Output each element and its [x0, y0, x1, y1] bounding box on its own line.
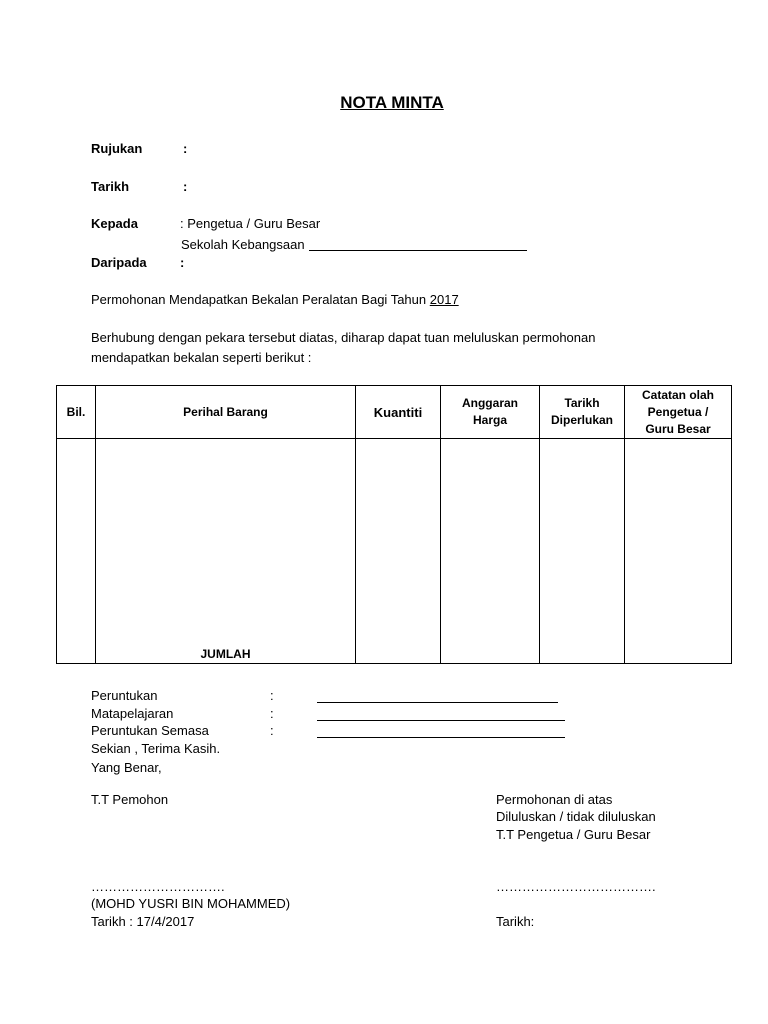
- cell-bil[interactable]: [57, 439, 96, 664]
- table-header-row: [57, 386, 732, 439]
- tarikh-label: Tarikh: [91, 179, 130, 194]
- header-anggaran-line-2: Harga: [472, 413, 507, 427]
- header-tarikh-line-1: Tarikh: [564, 396, 600, 410]
- matapelajaran-blank-line[interactable]: [317, 720, 565, 721]
- header-kuantiti: Kuantiti: [356, 386, 441, 439]
- cell-catatan[interactable]: [625, 439, 732, 664]
- sekolah-label: Sekolah Kebangsaan: [181, 237, 305, 252]
- daripada-label: Daripada: [91, 255, 147, 270]
- sekolah-blank-line: [309, 250, 527, 251]
- subject-line: [91, 292, 459, 307]
- rujukan-colon: :: [183, 141, 188, 156]
- peruntukan-semasa-label: Peruntukan Semasa: [91, 723, 209, 738]
- peruntukan-semasa-colon: :: [270, 723, 274, 738]
- cell-anggaran[interactable]: [441, 439, 540, 664]
- pemohon-signature-dots: ………………………….: [91, 879, 225, 894]
- table-body-row: [57, 439, 732, 664]
- kepada-label: Kepada: [91, 216, 138, 231]
- paragraph-line-1: Berhubung dengan pekara tersebut diatas, diharap dapat tuan meluluskan permohonan: [91, 330, 596, 345]
- pemohon-label: T.T Pemohon: [91, 792, 169, 807]
- approval-signature-dots: ……………………………….: [496, 879, 656, 894]
- peruntukan-semasa-blank-line[interactable]: [317, 737, 565, 738]
- header-catatan-line-3: Guru Besar: [645, 421, 711, 436]
- daripada-colon: :: [180, 255, 185, 270]
- paragraph-line-2: mendapatkan bekalan seperti berikut :: [91, 350, 312, 365]
- header-anggaran-harga: [441, 386, 540, 439]
- cell-kuantiti[interactable]: [356, 439, 441, 664]
- tarikh-colon: :: [183, 179, 188, 194]
- header-catatan-line-2: Pengetua /: [647, 404, 709, 419]
- closing-sekian: Sekian , Terima Kasih.: [91, 741, 221, 756]
- header-tarikh-diperlukan: [540, 386, 625, 439]
- approval-line-1: Permohonan di atas: [496, 792, 613, 807]
- subject-year: 2017: [429, 292, 459, 307]
- matapelajaran-label: Matapelajaran: [91, 706, 174, 721]
- request-table: [56, 385, 732, 664]
- rujukan-label: Rujukan: [91, 141, 143, 156]
- header-bil: Bil.: [57, 386, 96, 439]
- approval-line-2: Diluluskan / tidak diluluskan: [496, 809, 656, 824]
- page-title: NOTA MINTA: [340, 93, 444, 112]
- header-anggaran-line-1: Anggaran: [461, 396, 518, 410]
- peruntukan-blank-line[interactable]: [317, 702, 558, 703]
- subject-text: Permohonan Mendapatkan Bekalan Peralatan Bagi Tahun: [91, 292, 427, 307]
- matapelajaran-colon: :: [270, 706, 274, 721]
- kepada-value: : Pengetua / Guru Besar: [180, 216, 321, 231]
- approval-line-3: T.T Pengetua / Guru Besar: [496, 827, 651, 842]
- peruntukan-label: Peruntukan: [91, 688, 158, 703]
- pemohon-name: (MOHD YUSRI BIN MOHAMMED): [91, 896, 291, 911]
- approval-tarikh: Tarikh:: [496, 914, 535, 929]
- closing-yang-benar: Yang Benar,: [91, 760, 162, 775]
- peruntukan-colon: :: [270, 688, 274, 703]
- jumlah-label: JUMLAH: [200, 647, 251, 661]
- header-catatan-line-1: Catatan olah: [641, 387, 714, 402]
- pemohon-tarikh: Tarikh : 17/4/2017: [91, 914, 195, 929]
- header-catatan: [625, 386, 732, 439]
- header-tarikh-line-2: Diperlukan: [550, 413, 613, 427]
- header-perihal-barang: Perihal Barang: [96, 386, 356, 439]
- cell-perihal-jumlah[interactable]: [96, 439, 356, 664]
- cell-tarikh[interactable]: [540, 439, 625, 664]
